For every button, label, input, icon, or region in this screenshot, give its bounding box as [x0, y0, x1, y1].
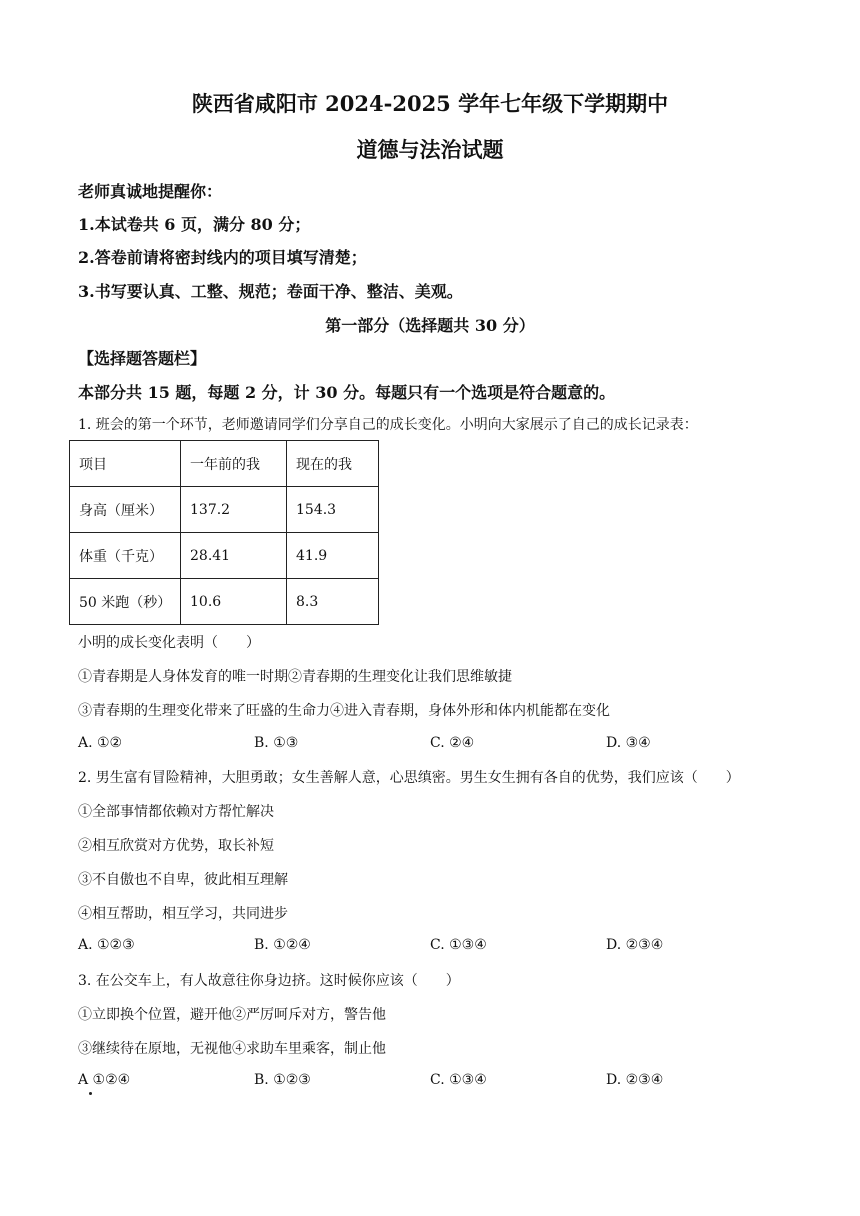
question-2-statement: ②相互欣赏对方优势，取长补短: [78, 838, 274, 854]
table-row: [70, 487, 379, 533]
option-d: D. ②③④: [606, 1072, 664, 1088]
option-b: B. ①③: [254, 735, 299, 751]
table-header-row: [70, 441, 379, 487]
reminder-heading: 老师真诚地提醒你：: [78, 182, 223, 201]
table-cell: 28.41: [181, 533, 287, 579]
answer-bar-label: 【选择题答题栏】: [78, 349, 207, 368]
table-cell: 137.2: [181, 487, 287, 533]
option-c: C. ②④: [430, 735, 475, 751]
question-3-statement: ①立即换个位置，避开他②严厉呵斥对方，警告他: [78, 1007, 386, 1023]
option-a: A. ①②: [78, 735, 123, 751]
question-3-statement: ③继续待在原地，无视他④求助车里乘客，制止他: [78, 1041, 386, 1057]
reminder-item: 2.答卷前请将密封线内的项目填写清楚；: [78, 248, 367, 267]
question-2-statement: ③不自傲也不自卑，彼此相互理解: [78, 872, 288, 888]
table-cell: 8.3: [287, 579, 379, 625]
table-row: [70, 579, 379, 625]
question-1-statement: ①青春期是人身体发育的唯一时期②青春期的生理变化让我们思维敏捷: [78, 669, 512, 685]
question-1-stem: 1. 班会的第一个环节，老师邀请同学们分享自己的成长变化。小明向大家展示了自己的成长记录表：: [78, 417, 698, 433]
table-header-cell: 现在的我: [287, 441, 379, 487]
option-c: C. ①③④: [430, 1072, 487, 1088]
reminder-item: 3.书写要认真、工整、规范；卷面干净、整洁、美观。: [78, 282, 463, 301]
question-3-stem: 3. 在公交车上，有人故意往你身边挤。这时候你应该（ ）: [78, 973, 460, 989]
table-cell: 41.9: [287, 533, 379, 579]
table-cell: 10.6: [181, 579, 287, 625]
page-title: 陕西省咸阳市 2024-2025 学年七年级下学期期中: [191, 91, 669, 116]
option-a: A ①②④: [78, 1072, 131, 1088]
option-b: B. ①②③: [254, 1072, 311, 1088]
question-1-prompt: 小明的成长变化表明（ ）: [78, 635, 260, 651]
part-title: 第一部分（选择题共 30 分）: [325, 316, 535, 335]
table-cell: 154.3: [287, 487, 379, 533]
reminder-item: 1.本试卷共 6 页，满分 80 分；: [78, 215, 311, 234]
growth-record-table: [69, 440, 379, 625]
option-a: A. ①②③: [78, 937, 135, 953]
table-cell: 体重（千克）: [70, 533, 181, 579]
part-instruction: 本部分共 15 题，每题 2 分，计 30 分。每题只有一个选项是符合题意的。: [78, 383, 616, 402]
table-header-cell: 项目: [70, 441, 181, 487]
table-header-cell: 一年前的我: [181, 441, 287, 487]
option-d: D. ③④: [606, 735, 651, 751]
question-2-statement: ①全部事情都依赖对方帮忙解决: [78, 804, 274, 820]
table-cell: 50 米跑（秒）: [70, 579, 181, 625]
table-row: [70, 533, 379, 579]
option-c: C. ①③④: [430, 937, 487, 953]
question-1-statement: ③青春期的生理变化带来了旺盛的生命力④进入青春期，身体外形和体内机能都在变化: [78, 703, 610, 719]
page-subtitle: 道德与法治试题: [356, 137, 504, 162]
option-b: B. ①②④: [254, 937, 311, 953]
stray-dot: [89, 1092, 92, 1095]
question-2-statement: ④相互帮助，相互学习，共同进步: [78, 906, 288, 922]
option-d: D. ②③④: [606, 937, 664, 953]
question-2-stem: 2. 男生富有冒险精神，大胆勇敢；女生善解人意，心思缜密。男生女生拥有各自的优势，我们应该（ ）: [78, 770, 740, 786]
table-cell: 身高（厘米）: [70, 487, 181, 533]
